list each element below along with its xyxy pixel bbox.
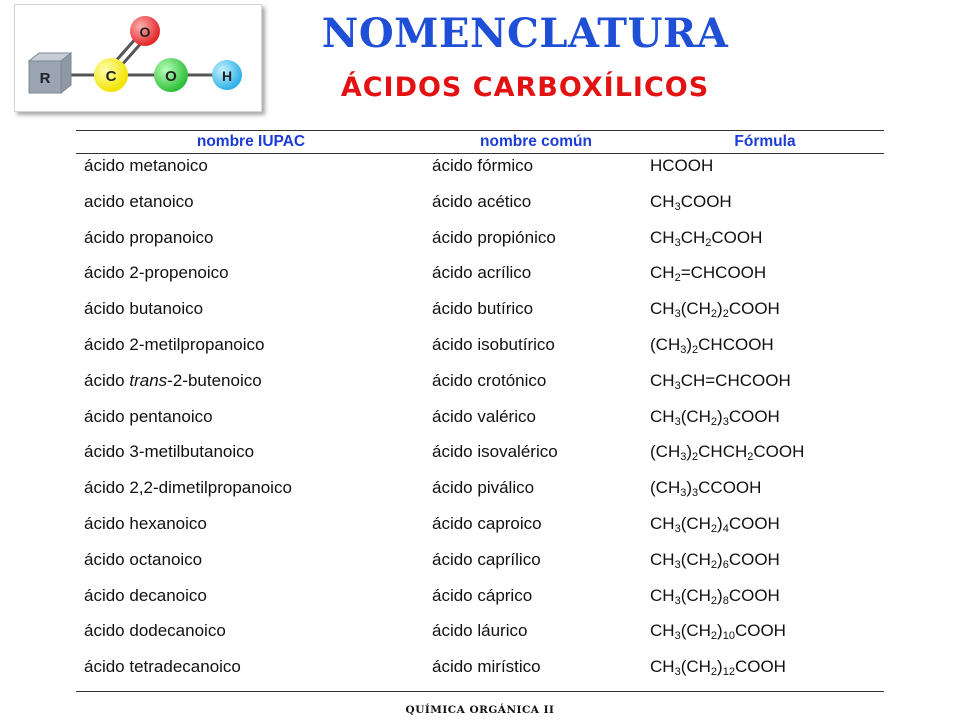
atom-r-label: R <box>39 70 51 87</box>
formula-cell: $CH_3(CH_2)_2COOH$ <box>650 299 780 321</box>
header-iupac: nombre IUPAC <box>196 133 306 150</box>
footer-course-name: QUÍMICA ORGÁNICA II <box>405 704 555 716</box>
carbon-atom <box>94 58 128 92</box>
table-row <box>76 619 884 655</box>
table-row <box>76 405 884 441</box>
common-name-cell: ácido isovalérico <box>432 442 558 462</box>
table-row <box>76 226 884 262</box>
header-common: nombre común <box>480 133 592 150</box>
oxygen-atom-right <box>154 58 188 92</box>
table-header <box>76 131 884 154</box>
common-name-cell: ácido caproico <box>432 513 542 533</box>
common-name-cell: ácido crotónico <box>432 370 547 390</box>
atom-h-label: H <box>221 68 233 84</box>
atom-o-right-label: O <box>165 68 177 85</box>
common-name-cell: ácido acrílico <box>432 263 532 283</box>
iupac-name-cell: ácido hexanoico <box>84 513 207 533</box>
iupac-name-cell: ácido 2-metilpropanoico <box>84 334 265 354</box>
common-name-cell: ácido butírico <box>432 299 534 319</box>
common-name-cell: ácido valérico <box>432 406 536 426</box>
table-body <box>76 154 884 691</box>
table-row <box>76 584 884 620</box>
iupac-name-cell: ácido dodecanoico <box>84 621 226 641</box>
hydrogen-atom <box>212 60 242 90</box>
formula-cell: $CH_3CH=CHCOOH$ <box>650 370 791 392</box>
molecule-logo <box>14 4 262 112</box>
formula-cell: $CH_3(CH_2)_6COOH$ <box>650 549 780 571</box>
formula-cell: $CH_2=CHCOOH$ <box>650 263 767 285</box>
common-name-cell: ácido cáprico <box>432 585 533 605</box>
formula-cell: $CH_3COOH$ <box>650 191 732 213</box>
oxygen-atom-top <box>130 16 160 46</box>
iupac-name-cell: ácido tetradecanoico <box>84 657 241 677</box>
table-row <box>76 440 884 476</box>
formula-cell: $CH_3(CH_2)_{10}COOH$ <box>650 621 786 643</box>
table-row <box>76 548 884 584</box>
page-title: NOMENCLATURA <box>321 10 729 57</box>
common-name-cell: ácido fórmico <box>432 156 534 175</box>
iupac-name-cell: acido etanoico <box>84 191 194 211</box>
formula-cell: $CH_3(CH_2)_8COOH$ <box>650 585 780 607</box>
formula-cell: $CH_3CH_2COOH$ <box>650 227 763 249</box>
atom-o-top-label: O <box>139 24 151 40</box>
table-row <box>76 369 884 405</box>
formula-cell: $(CH_3)_2CHCH_2COOH$ <box>650 442 805 464</box>
formula-cell: HCOOH <box>650 156 714 175</box>
iupac-name-cell: ácido metanoico <box>84 156 208 175</box>
formula-cell: $CH_3(CH_2)_3COOH$ <box>650 406 780 428</box>
iupac-name-cell: ácido butanoico <box>84 299 204 319</box>
header-formula: Fórmula <box>734 133 796 150</box>
r-group-cube <box>29 53 71 93</box>
table-row <box>76 655 884 691</box>
iupac-name-cell: ácido octanoico <box>84 549 203 569</box>
formula-cell: $CH_3(CH_2)_{12}COOH$ <box>650 657 786 679</box>
iupac-name-cell: ácido trans-2-butenoico <box>84 370 262 390</box>
common-name-cell: ácido caprílico <box>432 549 541 569</box>
common-name-cell: ácido mirístico <box>432 657 541 677</box>
common-name-cell: ácido piválico <box>432 478 535 498</box>
formula-cell: $(CH_3)_3CCOOH$ <box>650 478 762 500</box>
iupac-name-cell: ácido decanoico <box>84 585 207 605</box>
page-subtitle: ÁCIDOS CARBOXÍLICOS <box>340 72 710 103</box>
iupac-name-cell: ácido pentanoico <box>84 406 213 426</box>
table-row <box>76 261 884 297</box>
common-name-cell: ácido propiónico <box>432 227 556 247</box>
common-name-cell: ácido acético <box>432 191 532 211</box>
formula-cell: $CH_3(CH_2)_4COOH$ <box>650 513 780 535</box>
atom-c-label: C <box>105 68 117 85</box>
table-row <box>76 190 884 226</box>
nomenclature-table <box>76 130 884 692</box>
table-row <box>76 154 884 190</box>
iupac-name-cell: ácido 2-propenoico <box>84 263 229 283</box>
formula-cell: $(CH_3)_2CHCOOH$ <box>650 334 774 356</box>
table-row <box>76 297 884 333</box>
common-name-cell: ácido láurico <box>432 621 528 641</box>
table-row <box>76 512 884 548</box>
iupac-name-cell: ácido 2,2-dimetilpropanoico <box>84 478 292 498</box>
common-name-cell: ácido isobutírico <box>432 334 555 354</box>
iupac-name-cell: ácido 3-metilbutanoico <box>84 442 255 462</box>
table-row <box>76 476 884 512</box>
carboxyl-group-diagram <box>15 5 261 111</box>
table-row <box>76 333 884 369</box>
iupac-name-cell: ácido propanoico <box>84 227 214 247</box>
